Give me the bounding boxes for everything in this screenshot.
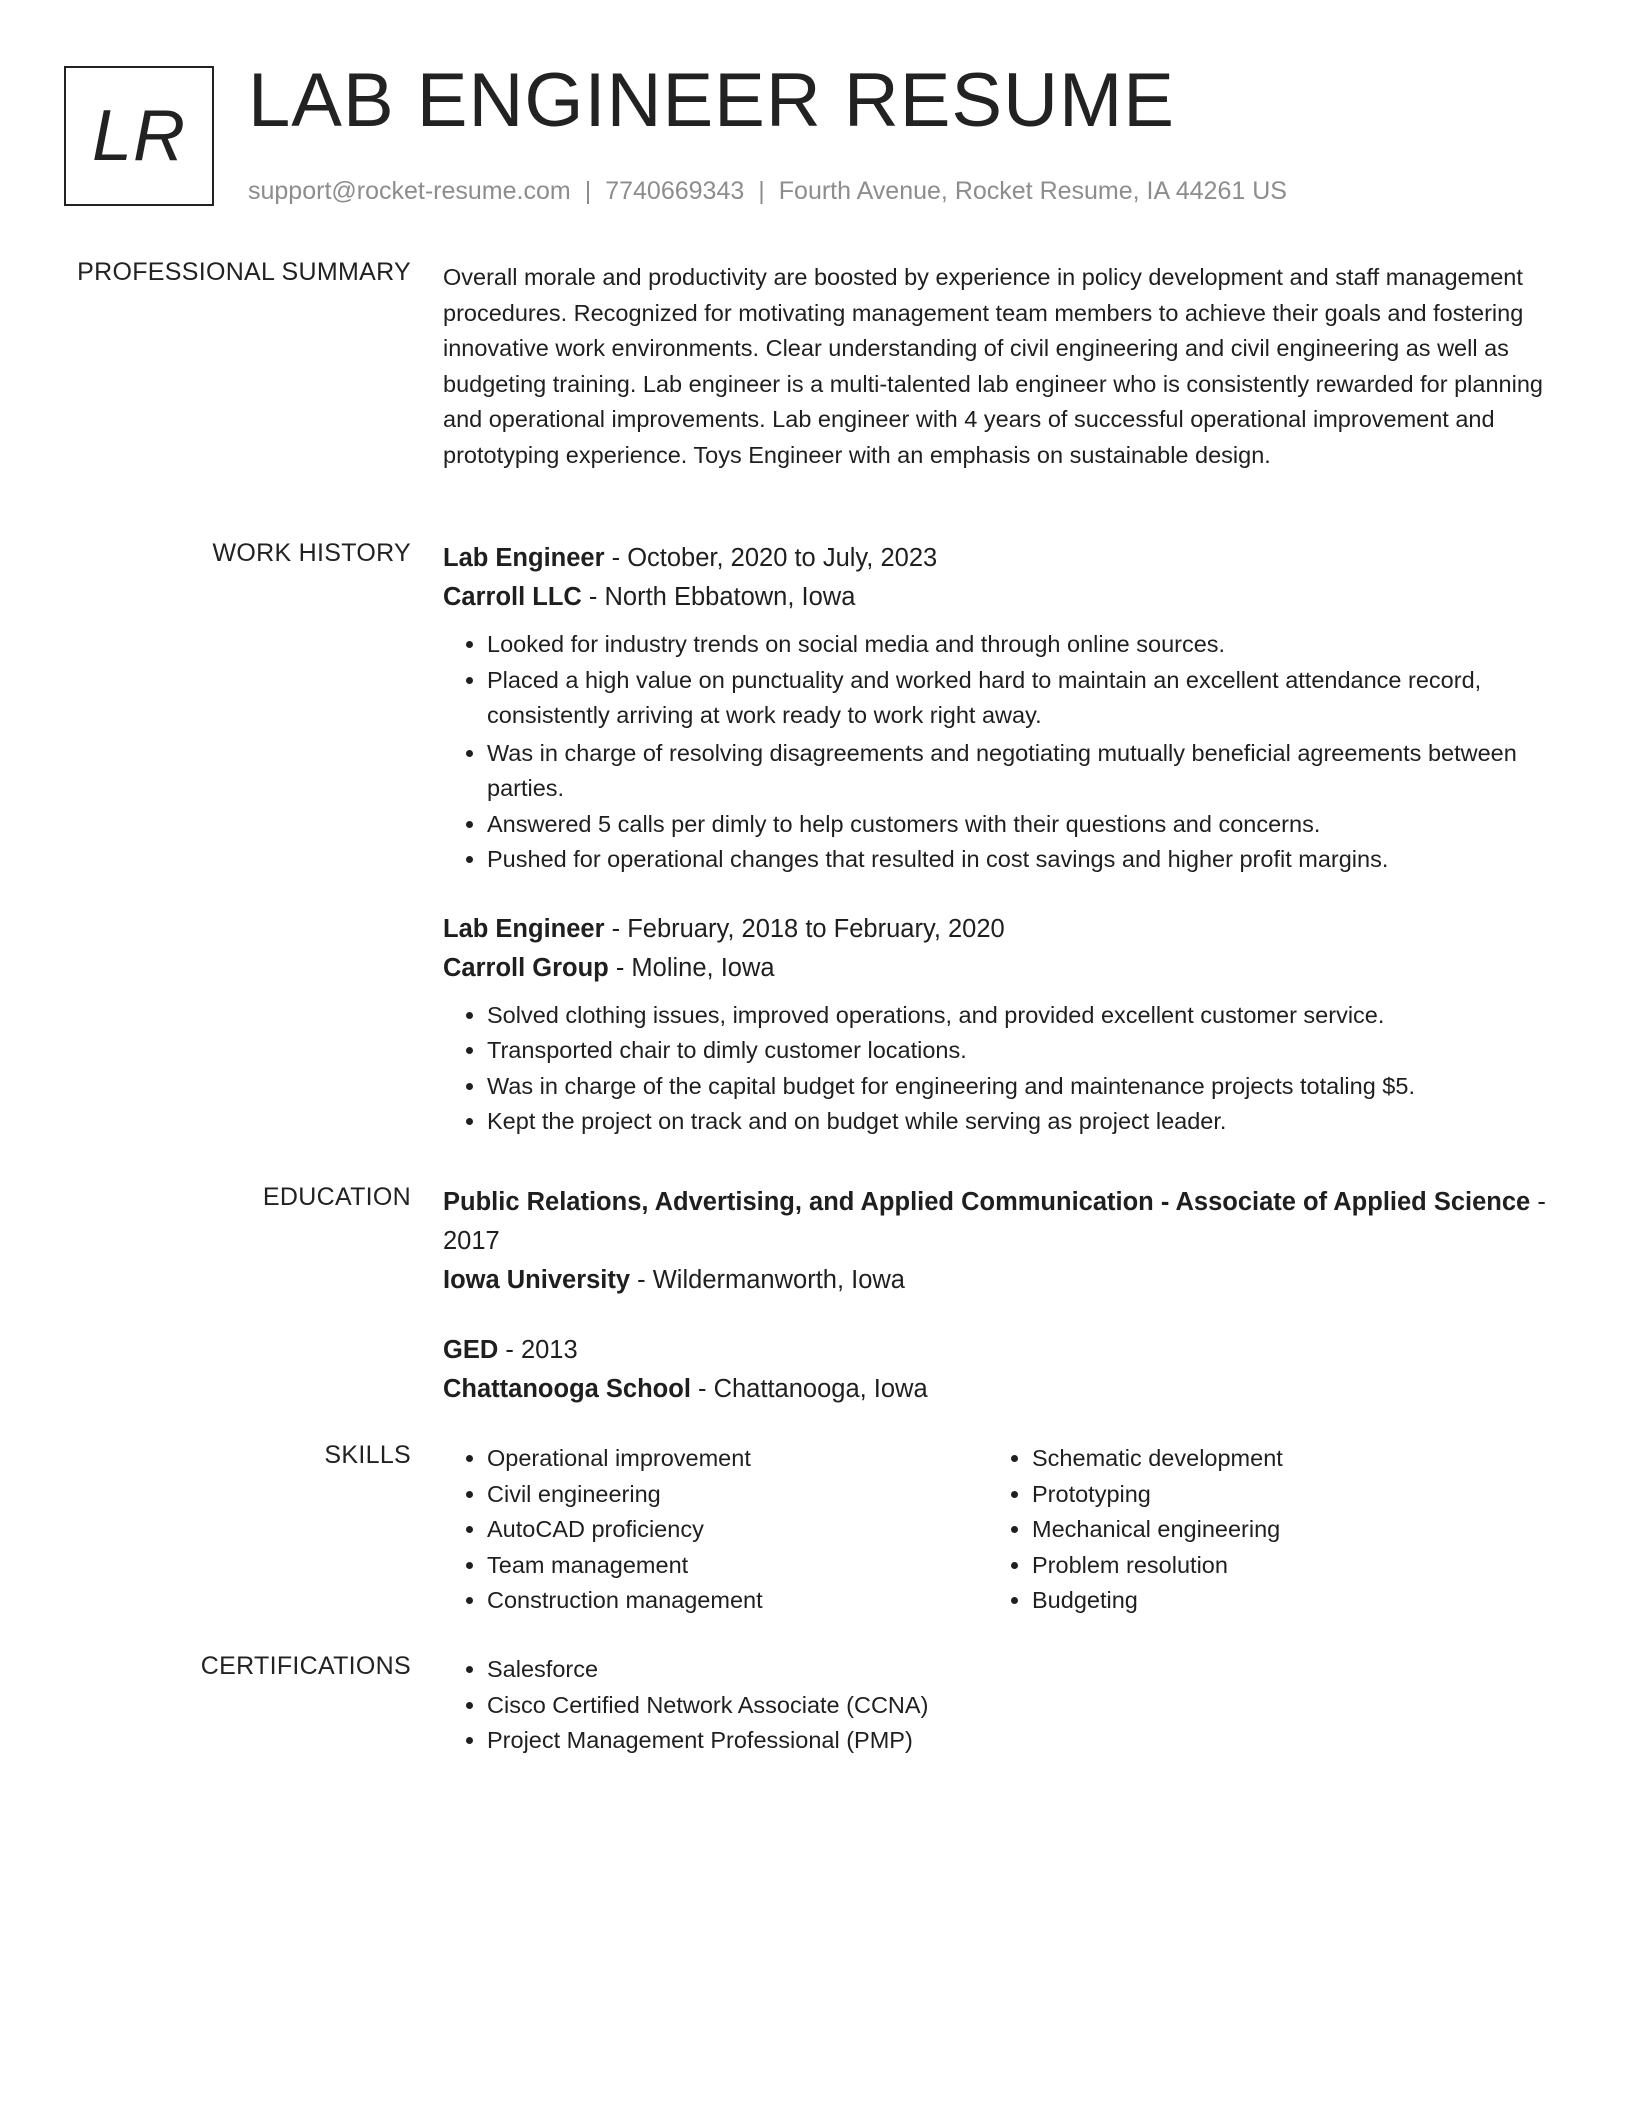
section-label-education: EDUCATION	[262, 1183, 411, 1211]
job-duty: • Looked for industry trends on social media and through online sources.	[487, 627, 1563, 663]
skills-column-left	[443, 1441, 988, 1619]
job-dates: - February, 2018 to February, 2020	[604, 914, 1005, 943]
skill-item: • Schematic development	[1032, 1441, 1533, 1477]
job-location: - North Ebbatown, Iowa	[581, 583, 856, 611]
skills-list	[443, 1441, 988, 1619]
education-degree: GED	[443, 1336, 499, 1364]
resume-title: LAB ENGINEER RESUME	[248, 58, 1175, 143]
job-company: Carroll LLC	[443, 583, 582, 611]
job-duty: • Solved clothing issues, improved operations, and provided excellent customer service.	[487, 998, 1563, 1034]
summary-text: Overall morale and productivity are boosted by experience in policy development and staff management procedures. Recognized for motivating management team members to achieve their goals and fostering innovative work environments. Clear understanding of civil engineering and civil engineering as well as budgeting training. Lab engineer is a multi-talented lab engineer who is consistently rewarded for planning and operational improvements. Lab engineer with 4 years of successful operational improvement and prototyping experience. Toys Engineer with an emphasis on sustainable design.	[443, 264, 1543, 468]
education-degree-line: GED - 2013	[443, 1336, 578, 1364]
skill-item: • Construction management	[487, 1583, 988, 1619]
skill-item: • Budgeting	[1032, 1583, 1533, 1619]
skills-columns	[443, 1441, 1563, 1619]
education-location: - Wildermanworth, Iowa	[630, 1266, 905, 1294]
job-title-line	[443, 539, 1563, 578]
education-school: Chattanooga School	[443, 1375, 691, 1403]
job-entry	[443, 539, 1563, 878]
education-school: Iowa University	[443, 1266, 631, 1294]
skill-item: • Operational improvement	[487, 1441, 988, 1477]
skill-item: • Civil engineering	[487, 1477, 988, 1513]
job-company: Carroll Group	[443, 953, 609, 982]
contact-address: Fourth Avenue, Rocket Resume, IA 44261 US	[778, 177, 1287, 205]
certification-item: • Salesforce	[487, 1652, 1563, 1688]
certification-item: • Project Management Professional (PMP)	[487, 1723, 1563, 1759]
monogram-logo: LR	[64, 66, 214, 206]
job-title-line	[443, 910, 1563, 949]
skill-item: • Mechanical engineering	[1032, 1512, 1533, 1548]
job-duty: • Kept the project on track and on budget while serving as project leader.	[487, 1104, 1563, 1140]
education-degree: Public Relations, Advertising, and Applied Communication - Associate of Applied Science	[443, 1188, 1531, 1216]
section-label-certifications: CERTIFICATIONS	[200, 1652, 411, 1680]
skill-item: • AutoCAD proficiency	[487, 1512, 988, 1548]
skills-column-right	[988, 1441, 1533, 1619]
job-duty: • Was in charge of the capital budget for engineering and maintenance projects totaling $5.	[487, 1069, 1563, 1105]
job-company-line	[443, 949, 1563, 988]
certifications-list	[443, 1652, 1563, 1759]
section-label-skills: SKILLS	[324, 1441, 411, 1469]
education-school-line	[443, 1370, 1563, 1409]
contact-email: support@rocket-resume.com	[248, 177, 571, 205]
job-duty: • Answered 5 calls per dimly to help customers with their questions and concerns.	[487, 807, 1563, 843]
job-title: Lab Engineer	[443, 914, 605, 943]
skills-list	[988, 1441, 1533, 1619]
contact-line	[248, 174, 1287, 208]
job-duty: • Transported chair to dimly customer locations.	[487, 1033, 1563, 1069]
job-title: Lab Engineer	[443, 544, 605, 572]
skill-item: • Team management	[487, 1548, 988, 1584]
section-label-work-history: WORK HISTORY	[212, 539, 411, 567]
contact-separator: |	[584, 177, 592, 205]
job-duties-list	[443, 998, 1563, 1140]
job-duty: • Placed a high value on punctuality and worked hard to maintain an excellent attendance record, consistently arriving at work ready to work right away.	[487, 663, 1563, 734]
job-dates: - October, 2020 to July, 2023	[604, 544, 938, 572]
education-year: 2013	[520, 1336, 578, 1364]
job-duty: • Pushed for operational changes that resulted in cost savings and higher profit margins.	[487, 842, 1563, 878]
job-company-line	[443, 578, 1563, 617]
education-entry	[443, 1331, 1563, 1409]
contact-phone: 7740669343	[605, 177, 745, 205]
skill-item: • Prototyping	[1032, 1477, 1533, 1513]
education-school-line	[443, 1261, 1563, 1300]
education-entry	[443, 1183, 1563, 1300]
education-year: 2017	[443, 1227, 500, 1255]
contact-separator: |	[758, 177, 765, 205]
job-entry	[443, 910, 1563, 1140]
job-duties-list	[443, 627, 1563, 878]
certification-item: • Cisco Certified Network Associate (CCNA)	[487, 1688, 1563, 1724]
education-location: - Chattanooga, Iowa	[690, 1375, 928, 1403]
job-duty: • Was in charge of resolving disagreements and negotiating mutually beneficial agreements between parties.	[487, 736, 1563, 807]
education-degree-line: Public Relations, Advertising, and Applied Communication - Associate of Applied Science - 2017	[443, 1188, 1546, 1255]
section-label-summary: PROFESSIONAL SUMMARY	[77, 258, 411, 286]
skill-item: • Problem resolution	[1032, 1548, 1533, 1584]
job-location: - Moline, Iowa	[608, 953, 775, 982]
